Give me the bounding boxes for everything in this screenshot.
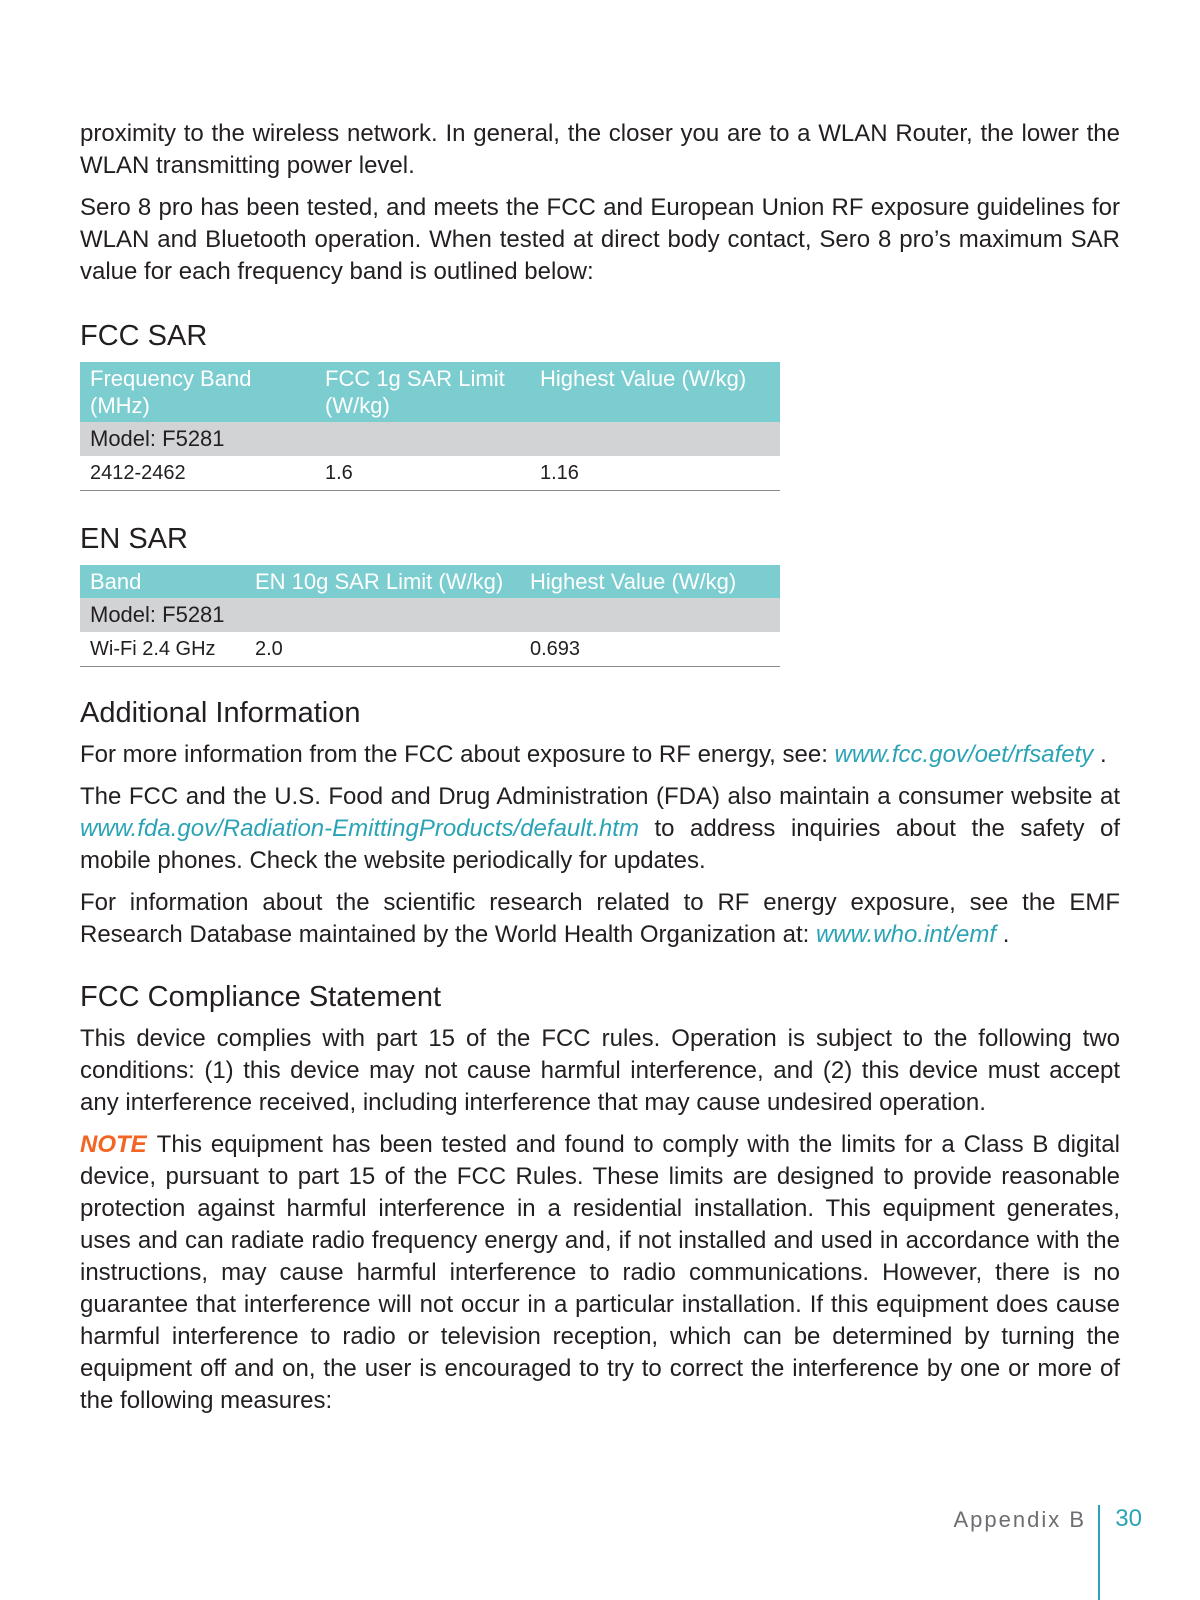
additional-paragraph-1 xyxy=(80,739,1120,771)
additional-p1-end: . xyxy=(1093,741,1107,768)
additional-p3-end: . xyxy=(996,921,1010,948)
additional-p2-end: to address inquiries about the safety of mobile phones. Check the website periodically for updates. xyxy=(80,815,1120,874)
fcc-rfsafety-link[interactable]: www.fcc.gov/oet/rfsafety xyxy=(834,741,1094,768)
en-sar-band-value: Wi-Fi 2.4 GHz xyxy=(80,632,245,667)
footer-divider xyxy=(1098,1505,1100,1600)
intro-paragraph-2: Sero 8 pro has been tested, and meets the FCC and European Union RF exposure guidelines for WLAN and Bluetooth operation. When tested at direct body contact, Sero 8 pro’s maximum SAR value for each frequency band is outlined below: xyxy=(80,194,1120,285)
fcc-sar-model: Model: F5281 xyxy=(80,422,780,456)
additional-information-heading: Additional Information xyxy=(80,697,361,729)
additional-p3-text: For information about the scientific research related to RF energy exposure, see the EMF Research Database maintained by the World Health Organization at: xyxy=(80,889,1120,948)
fcc-sar-header-row xyxy=(80,362,780,422)
appendix-label: Appendix B xyxy=(953,1507,1086,1532)
fcc-sar-data-row xyxy=(80,456,780,491)
note-paragraph xyxy=(80,1129,1120,1417)
additional-p1-text: For more information from the FCC about exposure to RF energy, see: xyxy=(80,741,835,768)
additional-paragraph-3 xyxy=(80,887,1120,951)
en-sar-title: EN SAR xyxy=(80,523,188,555)
en-sar-header-limit: EN 10g SAR Limit (W/kg) xyxy=(245,565,520,598)
fcc-sar-highest-value: 1.16 xyxy=(530,456,780,491)
note-label: NOTE xyxy=(80,1131,147,1158)
fcc-sar-title: FCC SAR xyxy=(80,320,208,352)
additional-p2-text: The FCC and the U.S. Food and Drug Administration (FDA) also maintain a consumer website at xyxy=(80,783,1120,810)
en-sar-data-row xyxy=(80,632,780,667)
en-sar-table xyxy=(80,565,780,667)
note-text: This equipment has been tested and found to comply with the limits for a Class B digital device, pursuant to part 15 of the FCC Rules. These limits are designed to provide reasonable protection against harmful interference in a residential installation. This equipment generates, uses and can radiate radio frequency energy and, if not installed and used in accordance with the instructions, may cause harmful interference to radio communications. However, there is no guarantee that interference will not occur in a particular installation. If this equipment does cause harmful interference to radio or television reception, which can be determined by turning the equipment off and on, the user is encouraged to try to correct the interference by one or more of the following measures: xyxy=(80,1131,1120,1414)
en-sar-header-band: Band xyxy=(80,565,245,598)
fcc-sar-header-limit: FCC 1g SAR Limit (W/kg) xyxy=(315,362,530,422)
en-sar-header-highest: Highest Value (W/kg) xyxy=(520,565,780,598)
fcc-sar-table xyxy=(80,362,780,491)
compliance-paragraph: This device complies with part 15 of the FCC rules. Operation is subject to the following two conditions: (1) this device may not cause harmful interference, and (2) this device must accept any interference received, including interference that may cause undesired operation. xyxy=(80,1025,1120,1116)
fcc-sar-limit-value: 1.6 xyxy=(315,456,530,491)
intro-paragraph-1: proximity to the wireless network. In general, the closer you are to a WLAN Router, the lower the WLAN transmitting power level. xyxy=(80,120,1120,179)
en-sar-header-row xyxy=(80,565,780,598)
en-sar-limit-value: 2.0 xyxy=(245,632,520,667)
who-emf-link[interactable]: www.who.int/emf xyxy=(815,921,997,948)
fcc-sar-header-band: Frequency Band (MHz) xyxy=(80,362,315,422)
page-number: 30 xyxy=(1115,1505,1142,1532)
page-content xyxy=(80,118,1120,1427)
fda-link[interactable]: www.fda.gov/Radiation-EmittingProducts/default.htm xyxy=(80,815,639,842)
fcc-sar-band-value: 2412-2462 xyxy=(80,456,315,491)
additional-paragraph-2 xyxy=(80,781,1120,877)
fcc-sar-header-highest: Highest Value (W/kg) xyxy=(530,362,780,422)
en-sar-model-row xyxy=(80,598,780,632)
en-sar-highest-value: 0.693 xyxy=(520,632,780,667)
fcc-compliance-heading: FCC Compliance Statement xyxy=(80,981,442,1013)
en-sar-model: Model: F5281 xyxy=(80,598,780,632)
fcc-sar-model-row xyxy=(80,422,780,456)
